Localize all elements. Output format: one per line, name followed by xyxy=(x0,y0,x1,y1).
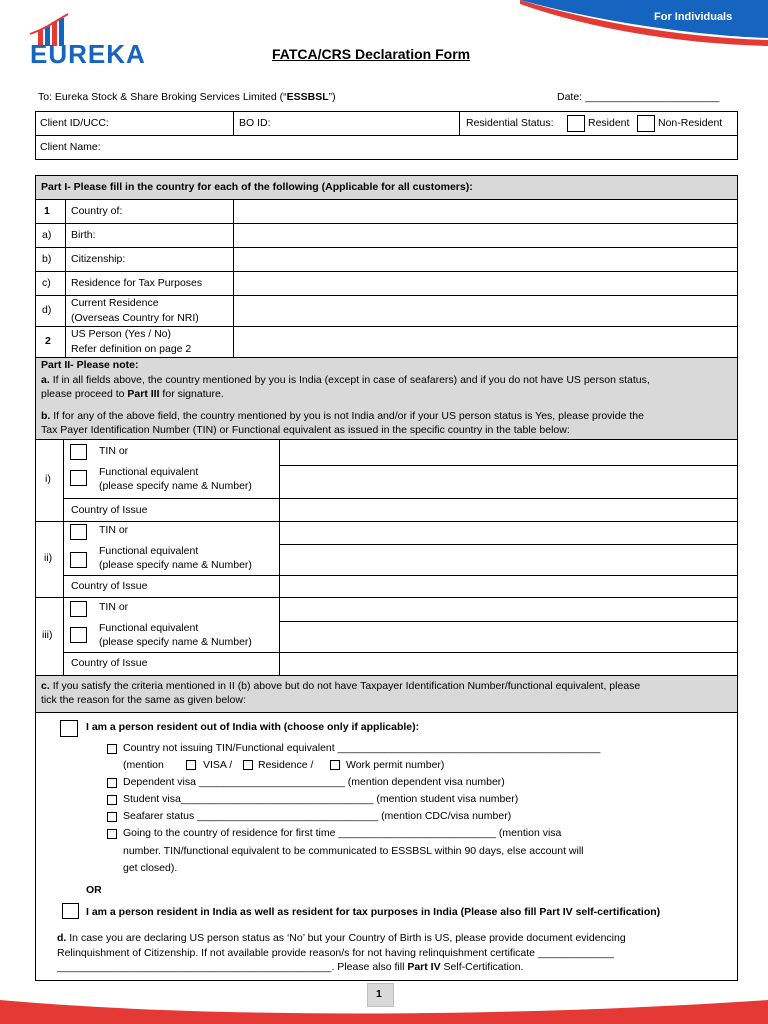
part1-row-number: a) xyxy=(42,229,52,241)
tin-checkbox[interactable] xyxy=(70,524,87,540)
note-text: If for any of the above field, the country mentioned by you is not India and/or if your US person status is Yes, please provide the xyxy=(53,410,644,422)
note-marker: c. xyxy=(41,680,50,692)
tin-block-number: iii) xyxy=(42,629,53,641)
part1-row-sublabel: (Overseas Country for NRI) xyxy=(71,312,199,324)
functional-equivalent-label: Functional equivalent xyxy=(99,622,199,634)
citizenship-input[interactable] xyxy=(234,248,737,271)
tin-block-number: ii) xyxy=(44,552,53,564)
part1-row-label: Citizenship: xyxy=(71,253,126,265)
country-of-issue-input[interactable] xyxy=(280,499,737,521)
note-text: Self-Certification. xyxy=(440,961,524,973)
audience-label: For Individuals xyxy=(654,11,733,23)
part1-row-label: Birth: xyxy=(71,229,96,241)
part1-row-label: Current Residence xyxy=(71,297,159,309)
student-visa-checkbox[interactable] xyxy=(107,795,117,805)
note-emphasis: Part IV xyxy=(407,961,441,973)
dependent-visa-checkbox[interactable] xyxy=(107,778,117,788)
note-text: _______________________________________________. Please also fill xyxy=(57,961,408,973)
functional-equivalent-sublabel: (please specify name & Number) xyxy=(99,559,252,571)
addressee-short-name: ESSBSL xyxy=(286,91,329,103)
note-text: for signature. xyxy=(159,388,224,400)
country-of-issue-label: Country of Issue xyxy=(71,580,148,592)
resident-india-checkbox[interactable] xyxy=(62,903,79,919)
tin-checkbox[interactable] xyxy=(70,601,87,617)
addressee-suffix: ”) xyxy=(328,91,336,103)
functional-equivalent-input[interactable] xyxy=(280,622,737,652)
note-marker: b. xyxy=(41,410,51,422)
divider xyxy=(459,111,460,135)
functional-equivalent-label: Functional equivalent xyxy=(99,545,199,557)
tin-label: TIN or xyxy=(99,445,129,457)
date-field[interactable]: Date: _______________________ xyxy=(557,91,720,103)
addressee-prefix: To: Eureka Stock & Share Broking Services Limited (“ xyxy=(38,91,287,103)
mention-prefix: (mention xyxy=(123,759,164,771)
residential-status-label: Residential Status: xyxy=(466,117,554,129)
tin-block-number: i) xyxy=(45,473,51,485)
part2-note-a xyxy=(41,374,650,387)
part2-heading: Part II- Please note: xyxy=(41,359,139,371)
seafarer-checkbox[interactable] xyxy=(107,812,117,822)
part1-row-label: US Person (Yes / No) xyxy=(71,328,171,340)
visa-label: VISA / xyxy=(203,759,233,771)
part1-row-label: Residence for Tax Purposes xyxy=(71,277,203,289)
country-of-issue-input[interactable] xyxy=(280,653,737,675)
first-time-label-cont: get closed). xyxy=(123,862,178,874)
note-marker: a. xyxy=(41,374,50,386)
part1-heading: Part I- Please fill in the country for each of the following (Applicable for all customers): xyxy=(41,181,473,193)
tin-checkbox[interactable] xyxy=(70,444,87,460)
work-permit-label: Work permit number) xyxy=(346,759,445,771)
country-not-issuing-label: Country not issuing TIN/Functional equivalent _____________________________________________ xyxy=(123,742,601,754)
functional-equivalent-input[interactable] xyxy=(280,466,737,498)
part1-row-number: b) xyxy=(42,253,52,265)
country-of-issue-label: Country of Issue xyxy=(71,657,148,669)
birth-country-input[interactable] xyxy=(234,224,737,247)
functional-equivalent-checkbox[interactable] xyxy=(70,552,87,568)
tin-input[interactable] xyxy=(280,522,737,544)
current-residence-input[interactable] xyxy=(234,296,737,326)
country-of-issue-label: Country of Issue xyxy=(71,504,148,516)
tin-input[interactable] xyxy=(280,440,737,465)
tax-residence-input[interactable] xyxy=(234,272,737,295)
part1-row-number: 1 xyxy=(44,205,50,217)
note-text: If you satisfy the criteria mentioned in II (b) above but do not have Taxpayer Identification Number/functional equivalent, please xyxy=(52,680,641,692)
or-separator: OR xyxy=(86,884,102,896)
country-of-input[interactable] xyxy=(234,200,737,223)
tin-label: TIN or xyxy=(99,601,129,613)
part2-note-b xyxy=(41,410,644,423)
part1-row-number: d) xyxy=(42,304,52,316)
client-id-field[interactable]: Client ID/UCC: xyxy=(40,117,109,129)
part2-note-a-cont xyxy=(41,388,224,401)
functional-equivalent-input[interactable] xyxy=(280,545,737,575)
note-text: please proceed to xyxy=(41,388,128,400)
resident-outside-india-label: I am a person resident out of India with (choose only if applicable): xyxy=(86,721,420,733)
functional-equivalent-sublabel: (please specify name & Number) xyxy=(99,636,252,648)
functional-equivalent-checkbox[interactable] xyxy=(70,470,87,486)
first-time-checkbox[interactable] xyxy=(107,829,117,839)
non-resident-checkbox[interactable] xyxy=(637,115,655,132)
note-marker: d. xyxy=(57,932,67,944)
first-time-label: Going to the country of residence for first time ___________________________ (mention visa xyxy=(123,827,562,839)
dependent-visa-label: Dependent visa _________________________ (mention dependent visa number) xyxy=(123,776,505,788)
tin-label: TIN or xyxy=(99,524,129,536)
note-text: If in all fields above, the country mentioned by you is India (except in case of seafarers) and if you do not have US person status, xyxy=(52,374,650,386)
page-number: 1 xyxy=(376,988,382,1000)
note-d-cont xyxy=(57,961,523,974)
residence-checkbox[interactable] xyxy=(243,760,253,770)
functional-equivalent-checkbox[interactable] xyxy=(70,627,87,643)
note-emphasis: Part III xyxy=(127,388,160,400)
client-name-field[interactable]: Client Name: xyxy=(40,141,101,153)
addressee-line xyxy=(38,91,336,104)
note-d xyxy=(57,932,626,945)
part1-row-number: 2 xyxy=(45,335,51,347)
form-title: FATCA/CRS Declaration Form xyxy=(272,46,471,62)
part2-note-c xyxy=(41,680,640,693)
part2-note-c-cont: tick the reason for the same as given below: xyxy=(41,694,246,706)
divider xyxy=(35,135,738,136)
divider xyxy=(63,439,64,675)
us-person-input[interactable] xyxy=(234,327,737,357)
first-time-label-cont: number. TIN/functional equivalent to be communicated to ESSBSL within 90 days, else account will xyxy=(123,845,584,857)
part1-row-label: Country of: xyxy=(71,205,123,217)
resident-outside-india-checkbox[interactable] xyxy=(60,720,78,737)
part1-row-number: c) xyxy=(42,277,51,289)
visa-checkbox[interactable] xyxy=(186,760,196,770)
note-text: In case you are declaring US person status as ‘No’ but your Country of Birth is US, please provide document evidencing xyxy=(69,932,626,944)
non-resident-option-label: Non-Resident xyxy=(658,117,723,129)
resident-india-label: I am a person resident in India as well as resident for tax purposes in India (Please also fill Part IV self-certification) xyxy=(86,906,661,918)
divider xyxy=(35,712,738,713)
functional-equivalent-sublabel: (please specify name & Number) xyxy=(99,480,252,492)
note-d-cont: Relinquishment of Citizenship. If not available provide reason/s for not having relinquishment certificate _____________ xyxy=(57,947,614,959)
tin-input[interactable] xyxy=(280,598,737,621)
residence-label: Residence / xyxy=(258,759,314,771)
country-not-issuing-checkbox[interactable] xyxy=(107,744,117,754)
part2-note-b-cont: Tax Payer Identification Number (TIN) or Functional equivalent as issued in the specific country in the table below: xyxy=(41,424,570,436)
resident-checkbox[interactable] xyxy=(567,115,585,132)
student-visa-label: Student visa_________________________________ (mention student visa number) xyxy=(123,793,519,805)
brand-logo: EUREKA xyxy=(30,39,146,69)
divider xyxy=(233,111,234,135)
functional-equivalent-label: Functional equivalent xyxy=(99,466,199,478)
resident-option-label: Resident xyxy=(588,117,630,129)
part1-row-sublabel: Refer definition on page 2 xyxy=(71,343,192,355)
bo-id-field[interactable]: BO ID: xyxy=(239,117,271,129)
seafarer-label: Seafarer status _______________________________ (mention CDC/visa number) xyxy=(123,810,512,822)
work-permit-checkbox[interactable] xyxy=(330,760,340,770)
country-of-issue-input[interactable] xyxy=(280,576,737,597)
